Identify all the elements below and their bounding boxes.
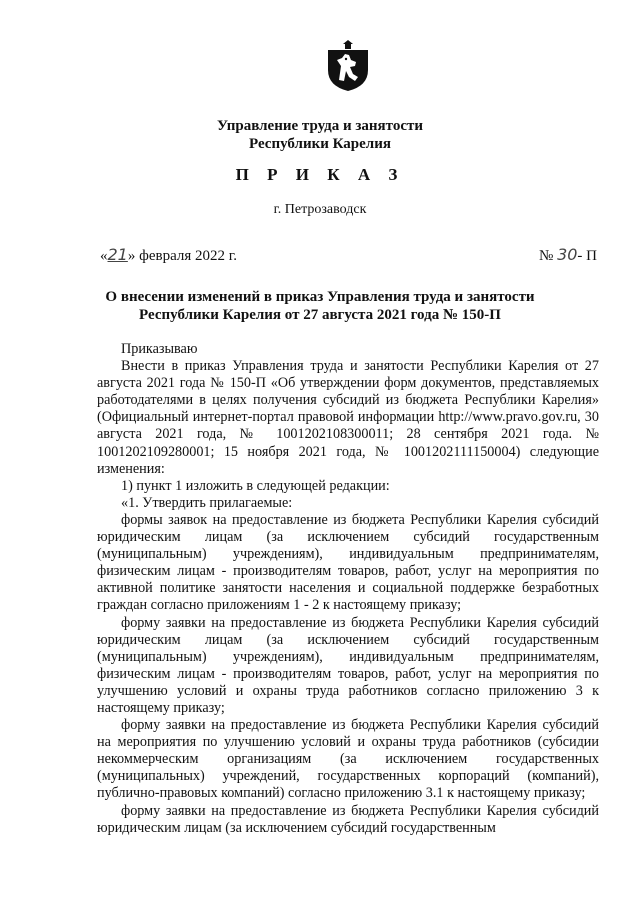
city: г. Петрозаводск bbox=[273, 202, 367, 217]
paragraph-form-3-1: форму заявки на предоставление из бюджета Республики Карелия субсидий на мероприятия по улучшению условий и охраны труда работников (субсидии некоммерческим организациям (за исключением государственных (муниципальных) учреждений, государственных корпораций (компаний), публично-правовых компаний) согласно приложению 3.1 к настоящему приказу; bbox=[97, 717, 599, 802]
paragraph-forms-1-2: формы заявок на предоставление из бюджета Республики Карелия субсидий юридическим лицам (за исключением субсидий государственным (муниципальным) учреждениям), индивидуальным предпринимателям, физическим лицам - производителям товаров, работ, услуг на мероприятия по активной политике занятости населения и социальной поддержке безработных граждан согласно приложениям 1 - 2 к настоящему приказу; bbox=[97, 511, 599, 614]
paragraph-order-word: Приказываю bbox=[121, 341, 198, 357]
paragraph-form-next: форму заявки на предоставление из бюджета Республики Карелия субсидий юридическим лицам (за исключением субсидий государственным bbox=[97, 802, 599, 836]
date-open-quote: « bbox=[100, 248, 108, 264]
document-title-line2: Республики Карелия от 27 августа 2021 года № 150-П bbox=[139, 307, 501, 323]
paragraph-intro: Внести в приказ Управления труда и занятости Республики Карелия от 27 августа 2021 года № 150-П «Об утверждении форм документов, представляемых работодателями в целях получения субсидий из бюджета Республики Карелия» (Официальный интернет-портал правовой информации http://www.pravo.gov.ru, 30 августа 2021 года, № 1001202108300011; 28 сентября 2021 года. № 1001202109280001; 15 ноября 2021 года, № 1001202111150004) следующие изменения: bbox=[97, 358, 599, 477]
coat-of-arms-emblem bbox=[325, 40, 371, 92]
document-number bbox=[539, 245, 597, 265]
document-body bbox=[97, 341, 599, 837]
document-title-line1: О внесении изменений в приказ Управления труда и занятости bbox=[105, 289, 535, 305]
paragraph-item-1: 1) пункт 1 изложить в следующей редакции: bbox=[121, 477, 390, 494]
date-rest: » февраля 2022 г. bbox=[127, 248, 237, 264]
number-suffix: - П bbox=[577, 248, 597, 264]
number-prefix: № bbox=[539, 248, 554, 264]
organization-name-line1: Управление труда и занятости bbox=[216, 118, 424, 134]
paragraph-form-3: форму заявки на предоставление из бюджета Республики Карелия субсидий юридическим лицам (за исключением субсидий государственным (муниципальным) учреждениям), индивидуальным предпринимателям, физическим лицам - производителям товаров, работ, услуг на мероприятия по улучшению условий и охраны труда работников согласно приложению 3 к настоящему приказу; bbox=[97, 614, 599, 716]
document-type: П Р И К А З bbox=[235, 165, 405, 184]
paragraph-approve: «1. Утвердить прилагаемые: bbox=[121, 494, 293, 511]
document-date bbox=[100, 245, 237, 265]
number-handwritten: 30 bbox=[557, 245, 578, 264]
date-day-handwritten: 21 bbox=[107, 245, 128, 264]
organization-name-line2: Республики Карелия bbox=[249, 136, 391, 152]
